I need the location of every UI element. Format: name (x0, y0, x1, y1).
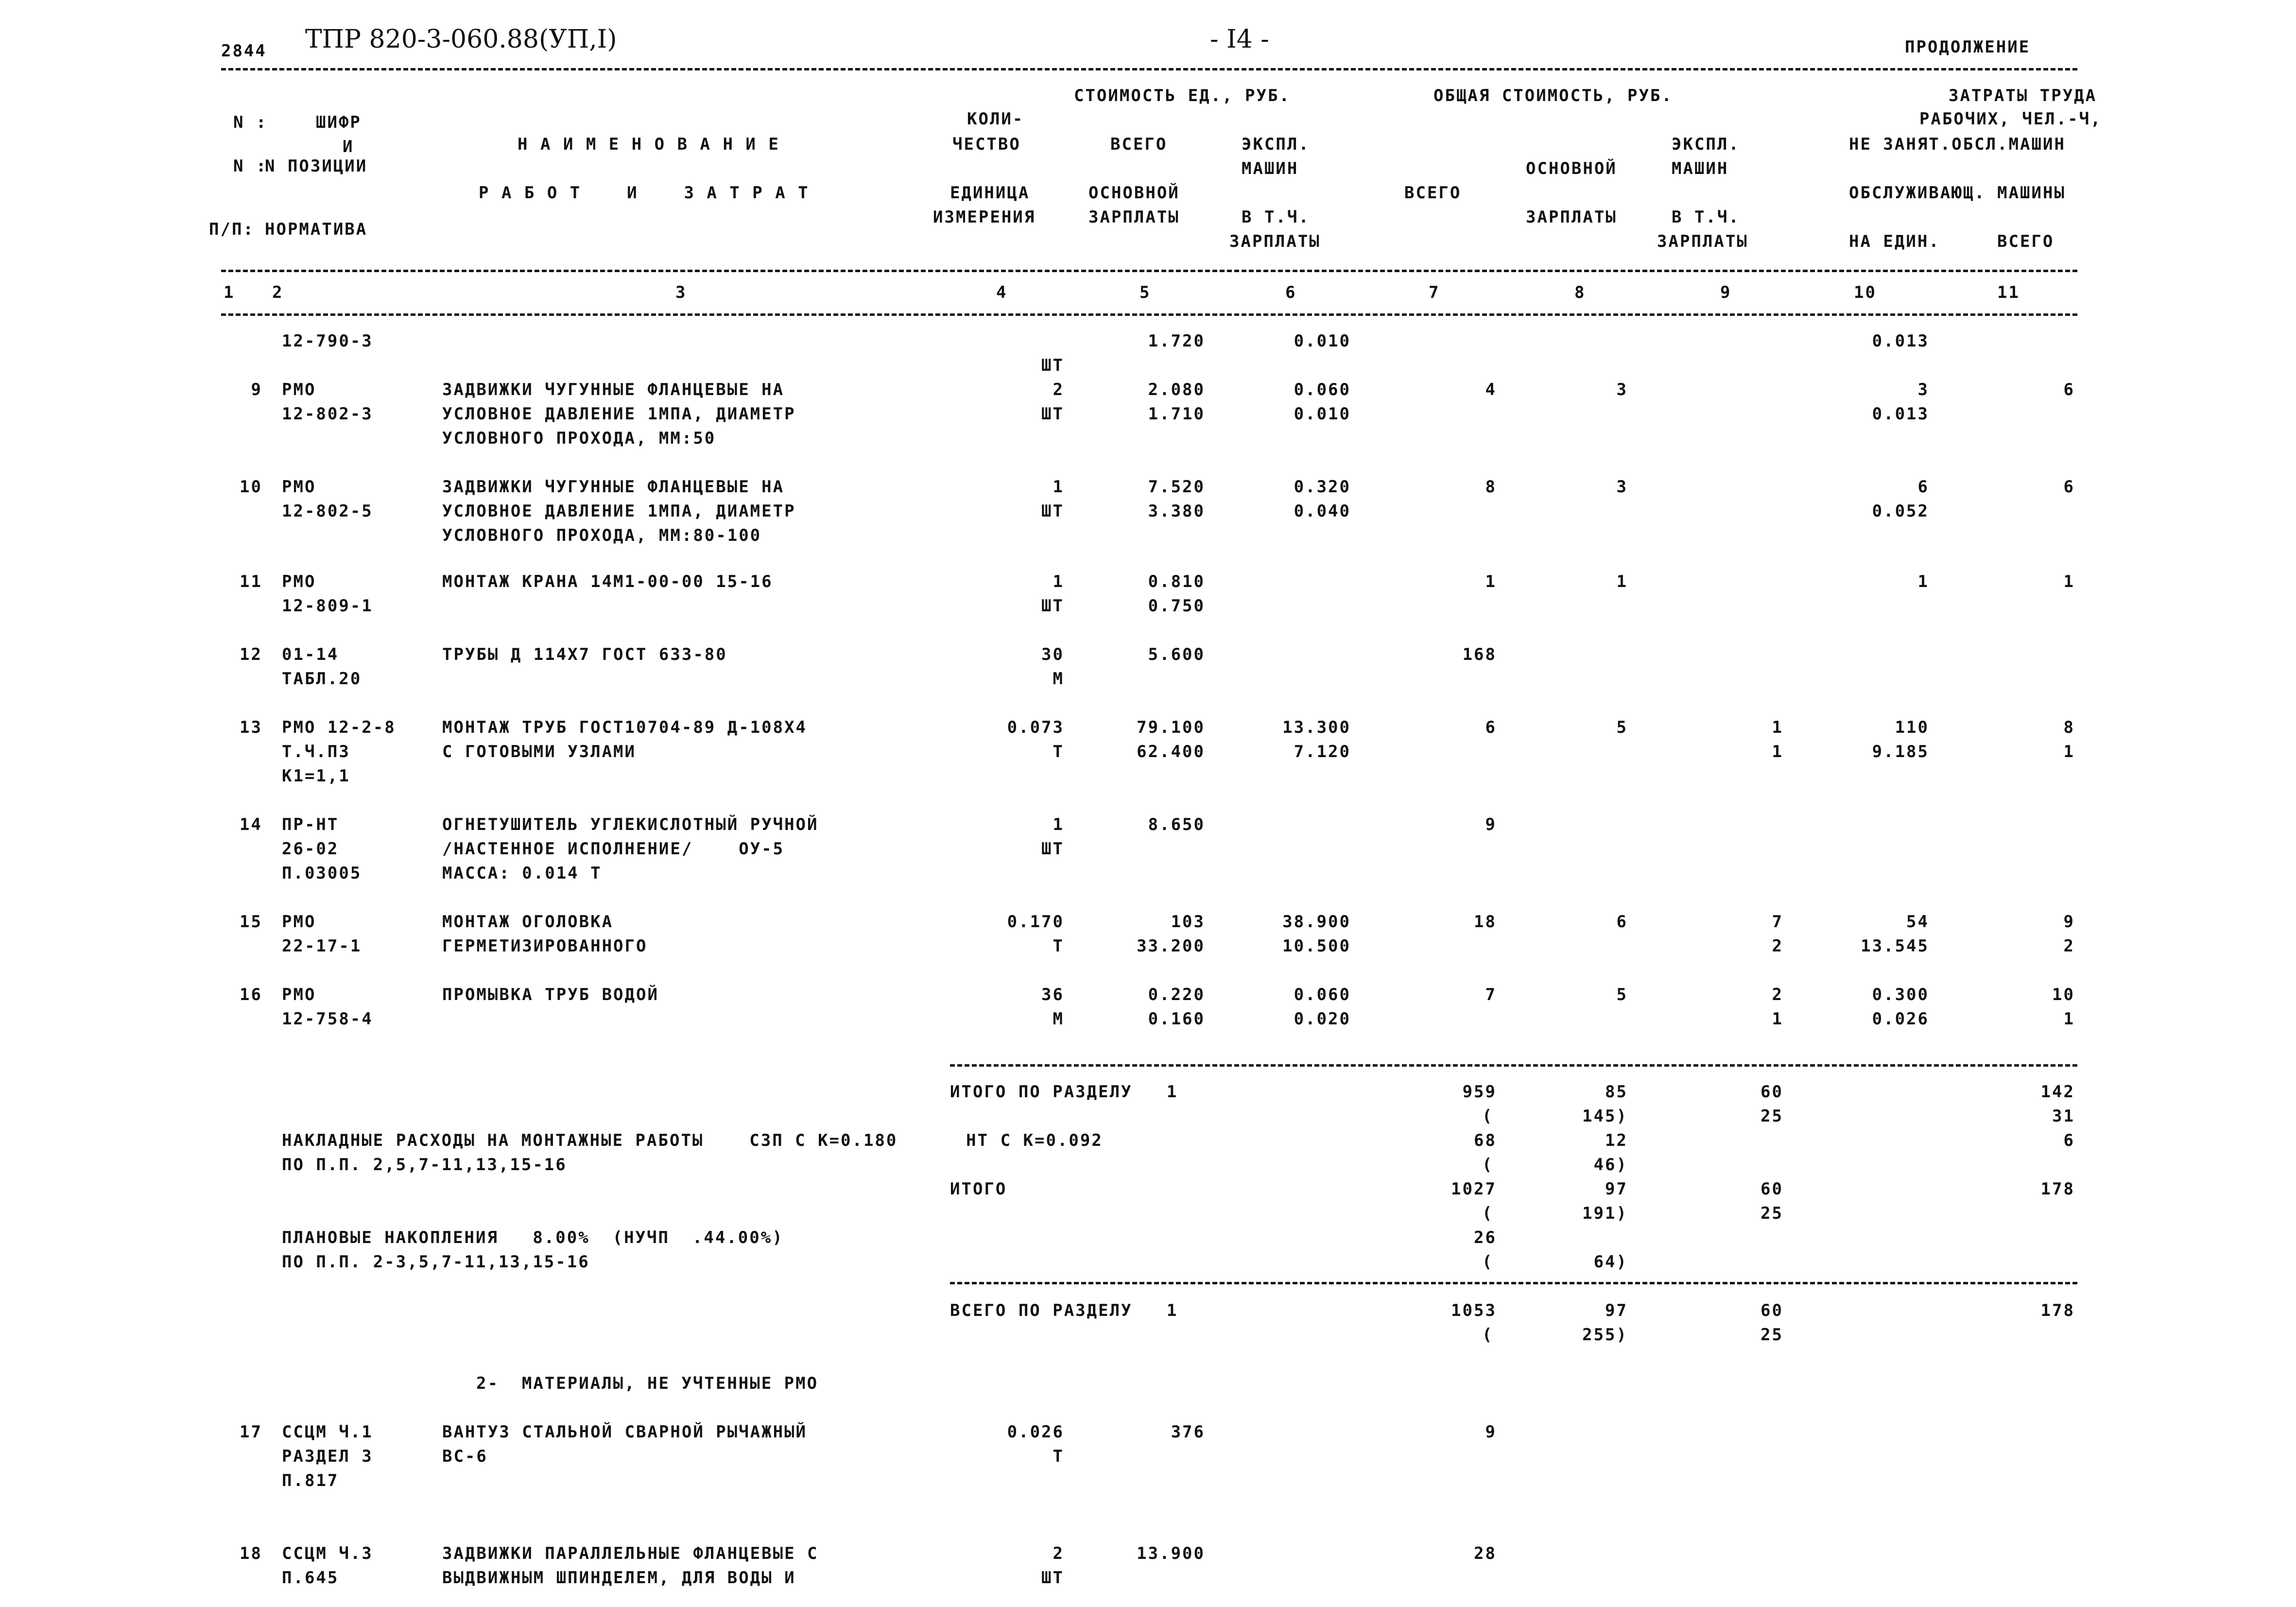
vsego-machines: 60 (1761, 1301, 1783, 1320)
header-basic-total2: ЗАРПЛАТЫ (1526, 207, 1617, 227)
row-unit-cost: 13.900 (1137, 1544, 1205, 1563)
row-unit-cost: 0.810 (1148, 572, 1205, 591)
totals-rule-top (950, 1064, 2077, 1067)
row-code: РМО 12-2-8 (282, 718, 396, 737)
row-name: /НАСТЕННОЕ ИСПОЛНЕНИЕ/ ОУ-5 (442, 839, 785, 859)
row-number: 11 (240, 572, 262, 591)
row-code: 12-802-3 (282, 404, 373, 424)
row-qty: 0.073 (1007, 718, 1064, 737)
row-machine-total: 1 (1772, 742, 1783, 761)
row-labor-unit: 0.013 (1872, 404, 1929, 424)
row-basic-salary: 5 (1616, 985, 1628, 1004)
itogo-machines2: 25 (1761, 1106, 1783, 1126)
itogo2-machines2: 25 (1761, 1204, 1783, 1223)
col-num-3: 3 (675, 283, 687, 302)
itogo-section-label: ИТОГО ПО РАЗДЕЛУ 1 (950, 1082, 1178, 1102)
row-name: С ГОТОВЫМИ УЗЛАМИ (442, 742, 636, 761)
row-machine-total: 2 (1772, 936, 1783, 956)
row-unit-cost: 376 (1171, 1422, 1205, 1442)
header-per-unit: НА ЕДИН. (1849, 232, 1940, 251)
row-number: 10 (240, 477, 262, 497)
continuation-label: ПРОДОЛЖЕНИЕ (1905, 37, 2031, 57)
header-norm: НОРМАТИВА (265, 220, 368, 239)
itogo-labor2: 31 (2052, 1106, 2075, 1126)
page-number: - I4 - (1210, 25, 1269, 54)
vsego-paren: ( (1482, 1325, 1494, 1345)
row-machine-cost: 0.060 (1294, 380, 1351, 399)
itogo-basic2: 145) (1582, 1106, 1628, 1126)
col-num-8: 8 (1574, 283, 1586, 302)
header-unit-cost: СТОИМОСТЬ ЕД., РУБ. (1074, 86, 1291, 105)
overhead-total: 68 (1474, 1131, 1497, 1150)
row-code: П.03005 (282, 864, 362, 883)
row-basic-salary: 1 (1616, 572, 1628, 591)
overhead-labor: 6 (2063, 1131, 2075, 1150)
header-labor: ЗАТРАТЫ ТРУДА (1949, 86, 2097, 105)
header-exploit-total: ЭКСПЛ. (1672, 135, 1740, 154)
header-pp: П/П: (209, 220, 255, 239)
row-qty: ШТ (1041, 501, 1064, 521)
row-name: УСЛОВНОЕ ДАВЛЕНИЕ 1МПА, ДИАМЕТР (442, 404, 796, 424)
header-salary: ЗАРПЛАТЫ (1229, 232, 1321, 251)
col-num-10: 10 (1854, 283, 1877, 302)
row-labor-unit: 110 (1895, 718, 1929, 737)
row-code: ССЦМ Ч.3 (282, 1544, 373, 1563)
row-unit-cost: 3.380 (1148, 501, 1205, 521)
row-qty: 2 (1053, 1544, 1064, 1563)
planned-paren: ( (1482, 1252, 1494, 1272)
row-unit-cost: 2.080 (1148, 380, 1205, 399)
row-code: К1=1,1 (282, 766, 350, 786)
header-cipher: ШИФР (316, 113, 362, 132)
row-unit-cost: 1.710 (1148, 404, 1205, 424)
row-name: ГЕРМЕТИЗИРОВАННОГО (442, 936, 648, 956)
document-code: ТПР 820-3-060.88(УП,I) (305, 25, 617, 54)
header-rule-mid (221, 270, 2077, 272)
row-name: ЗАДВИЖКИ ЧУГУННЫЕ ФЛАНЦЕВЫЕ НА (442, 477, 785, 497)
row-machine-cost: 0.010 (1294, 404, 1351, 424)
row-labor-unit: 0.052 (1872, 501, 1929, 521)
row-qty: ШТ (1041, 596, 1064, 616)
row-qty: 36 (1041, 985, 1064, 1004)
row-labor-total: 10 (2052, 985, 2075, 1004)
row-code: РАЗДЕЛ 3 (282, 1447, 373, 1466)
header-n2: N : (233, 156, 268, 176)
row-total-cost: 7 (1485, 985, 1497, 1004)
itogo-basic: 85 (1605, 1082, 1628, 1102)
header-unit: ЕДИНИЦА (950, 183, 1030, 203)
col-num-11: 11 (1997, 283, 2020, 302)
row-code: 12-809-1 (282, 596, 373, 616)
header-and: И (343, 137, 354, 156)
row-qty: 0.026 (1007, 1422, 1064, 1442)
row-qty: М (1053, 669, 1064, 689)
header-labor4: ОБСЛУЖИВАЮЩ. МАШИНЫ (1849, 183, 2066, 203)
row-total-cost: 18 (1474, 912, 1497, 932)
row-machine-cost: 0.020 (1294, 1009, 1351, 1029)
row-code: 12-790-3 (282, 331, 373, 351)
planned-items: ПО П.П. 2-3,5,7-11,13,15-16 (282, 1252, 590, 1272)
row-labor-total: 1 (2063, 742, 2075, 761)
row-total-cost: 9 (1485, 1422, 1497, 1442)
row-name: ПРОМЫВКА ТРУБ ВОДОЙ (442, 985, 659, 1004)
row-code: 12-802-5 (282, 501, 373, 521)
row-unit-cost: 33.200 (1137, 936, 1205, 956)
row-name: ЗАДВИЖКИ ЧУГУННЫЕ ФЛАНЦЕВЫЕ НА (442, 380, 785, 399)
row-name: ВЫДВИЖНЫМ ШПИНДЕЛЕМ, ДЛЯ ВОДЫ И (442, 1568, 796, 1588)
itogo2-basic2: 191) (1582, 1204, 1628, 1223)
row-number: 14 (240, 815, 262, 834)
itogo2-paren: ( (1482, 1204, 1494, 1223)
itogo-labor: 142 (2040, 1082, 2075, 1102)
row-qty: 1 (1053, 815, 1064, 834)
sheet-code: 2844 (221, 41, 267, 61)
row-code: РМО (282, 572, 316, 591)
row-unit-cost: 103 (1171, 912, 1205, 932)
row-code: РМО (282, 380, 316, 399)
itogo2-labor: 178 (2040, 1179, 2075, 1199)
row-total-cost: 8 (1485, 477, 1497, 497)
row-total-cost: 4 (1485, 380, 1497, 399)
row-labor-total: 1 (2063, 1009, 2075, 1029)
header-labor3: НЕ ЗАНЯТ.ОБСЛ.МАШИН (1849, 135, 2066, 154)
row-code: ССЦМ Ч.1 (282, 1422, 373, 1442)
vsego-basic2: 255) (1582, 1325, 1628, 1345)
row-machine-cost: 38.900 (1282, 912, 1351, 932)
header-incl-total: В Т.Ч. (1672, 207, 1740, 227)
row-machine-cost: 13.300 (1282, 718, 1351, 737)
row-machine-cost: 0.320 (1294, 477, 1351, 497)
row-labor-unit: 6 (1917, 477, 1929, 497)
row-number: 12 (240, 645, 262, 664)
overhead-items: ПО П.П. 2,5,7-11,13,15-16 (282, 1155, 567, 1175)
col-num-2: 2 (272, 283, 284, 302)
header-basic: ОСНОВНОЙ (1088, 183, 1180, 203)
header-basic-total: ОСНОВНОЙ (1526, 159, 1617, 178)
row-name: УСЛОВНОГО ПРОХОДА, ММ:50 (442, 429, 716, 448)
header-machines: МАШИН (1242, 159, 1299, 178)
row-labor-total: 1 (2063, 572, 2075, 591)
overhead-basic: 12 (1605, 1131, 1628, 1150)
row-code: ПР-НТ (282, 815, 339, 834)
row-qty: 1 (1053, 572, 1064, 591)
header-qty2: ЧЕСТВО (952, 135, 1021, 154)
row-total-cost: 28 (1474, 1544, 1497, 1563)
overhead-basic2: 46) (1593, 1155, 1628, 1175)
row-unit-cost: 0.750 (1148, 596, 1205, 616)
row-total-cost: 9 (1485, 815, 1497, 834)
row-name: ВС-6 (442, 1447, 488, 1466)
row-name: МОНТАЖ ОГОЛОВКА (442, 912, 614, 932)
row-qty: 30 (1041, 645, 1064, 664)
row-total-cost: 168 (1462, 645, 1497, 664)
row-qty: ШТ (1041, 1568, 1064, 1588)
row-labor-unit: 13.545 (1861, 936, 1929, 956)
row-unit-cost: 7.520 (1148, 477, 1205, 497)
row-labor-unit: 3 (1917, 380, 1929, 399)
row-basic-salary: 3 (1616, 380, 1628, 399)
row-labor-total: 8 (2063, 718, 2075, 737)
header-name: Н А И М Е Н О В А Н И Е (518, 135, 780, 154)
row-basic-salary: 6 (1616, 912, 1628, 932)
row-name: ЗАДВИЖКИ ПАРАЛЛЕЛЬНЫЕ ФЛАНЦЕВЫЕ С (442, 1544, 819, 1563)
row-qty: Т (1053, 936, 1064, 956)
row-labor-unit: 0.300 (1872, 985, 1929, 1004)
row-machine-cost: 0.040 (1294, 501, 1351, 521)
row-qty: М (1053, 1009, 1064, 1029)
row-name: ОГНЕТУШИТЕЛЬ УГЛЕКИСЛОТНЫЙ РУЧНОЙ (442, 815, 819, 834)
row-machine-total: 1 (1772, 718, 1783, 737)
row-code: РМО (282, 912, 316, 932)
header-total-cost: ОБЩАЯ СТОИМОСТЬ, РУБ. (1433, 86, 1673, 105)
col-num-5: 5 (1139, 283, 1151, 302)
header-incl: В Т.Ч. (1242, 207, 1310, 227)
row-unit-cost: 8.650 (1148, 815, 1205, 834)
row-machine-total: 2 (1772, 985, 1783, 1004)
col-num-6: 6 (1285, 283, 1297, 302)
header-qty: КОЛИ- (967, 109, 1024, 129)
header-position: N ПОЗИЦИИ (265, 156, 368, 176)
col-num-4: 4 (996, 283, 1008, 302)
header-labor-total: ВСЕГО (1997, 232, 2054, 251)
row-labor-total: 6 (2063, 380, 2075, 399)
section2-title: 2- МАТЕРИАЛЫ, НЕ УЧТЕННЫЕ РМО (476, 1374, 819, 1393)
row-code: 01-14 (282, 645, 339, 664)
planned-basic2: 64) (1593, 1252, 1628, 1272)
row-qty: 2 (1053, 380, 1064, 399)
itogo-label: ИТОГО (950, 1179, 1007, 1199)
header-machines-total: МАШИН (1672, 159, 1729, 178)
row-unit-cost: 62.400 (1137, 742, 1205, 761)
row-number: 15 (240, 912, 262, 932)
header-total: ВСЕГО (1110, 135, 1168, 154)
itogo2-machines: 60 (1761, 1179, 1783, 1199)
row-name: МОНТАЖ КРАНА 14М1-00-00 15-16 (442, 572, 773, 591)
row-name: УСЛОВНОЕ ДАВЛЕНИЕ 1МПА, ДИАМЕТР (442, 501, 796, 521)
row-number: 17 (240, 1422, 262, 1442)
row-unit-cost: 0.160 (1148, 1009, 1205, 1029)
row-qty: ШТ (1041, 356, 1064, 375)
itogo-total: 959 (1462, 1082, 1497, 1102)
row-machine-cost: 7.120 (1294, 742, 1351, 761)
row-unit-cost: 79.100 (1137, 718, 1205, 737)
row-labor-total: 9 (2063, 912, 2075, 932)
row-labor-unit: 54 (1906, 912, 1929, 932)
row-labor-unit: 0.026 (1872, 1009, 1929, 1029)
header-salary-total: ЗАРПЛАТЫ (1657, 232, 1748, 251)
row-machine-cost: 0.010 (1294, 331, 1351, 351)
vsego-basic: 97 (1605, 1301, 1628, 1320)
vsego-labor: 178 (2040, 1301, 2075, 1320)
row-code: Т.Ч.П3 (282, 742, 350, 761)
header-labor2: РАБОЧИХ, ЧЕЛ.-Ч, (1919, 109, 2102, 129)
row-number: 9 (251, 380, 262, 399)
row-total-cost: 1 (1485, 572, 1497, 591)
row-code: П.645 (282, 1568, 339, 1588)
vsego-machines2: 25 (1761, 1325, 1783, 1345)
overhead-paren: ( (1482, 1155, 1494, 1175)
row-code: РМО (282, 477, 316, 497)
row-unit-cost: 0.220 (1148, 985, 1205, 1004)
row-basic-salary: 3 (1616, 477, 1628, 497)
row-basic-salary: 5 (1616, 718, 1628, 737)
header-unit2: ИЗМЕРЕНИЯ (933, 207, 1036, 227)
row-labor-total: 6 (2063, 477, 2075, 497)
planned-total: 26 (1474, 1228, 1497, 1247)
row-qty: 1 (1053, 477, 1064, 497)
header-total2: ВСЕГО (1404, 183, 1462, 203)
row-code: П.817 (282, 1471, 339, 1490)
row-total-cost: 6 (1485, 718, 1497, 737)
header-n: N : (233, 113, 268, 132)
planned-label: ПЛАНОВЫЕ НАКОПЛЕНИЯ 8.00% (НУЧП .44.00%) (282, 1228, 784, 1247)
row-qty: Т (1053, 742, 1064, 761)
row-unit-cost: 1.720 (1148, 331, 1205, 351)
row-labor-total: 2 (2063, 936, 2075, 956)
row-machine-total: 1 (1772, 1009, 1783, 1029)
row-qty: 0.170 (1007, 912, 1064, 932)
itogo-paren: ( (1482, 1106, 1494, 1126)
row-qty: ШТ (1041, 404, 1064, 424)
row-name: ТРУБЫ Д 114Х7 ГОСТ 633-80 (442, 645, 727, 664)
totals-rule-bottom (950, 1282, 2077, 1284)
row-machine-total: 7 (1772, 912, 1783, 932)
header-works: Р А Б О Т И З А Т Р А Т (479, 183, 810, 203)
itogo-machines: 60 (1761, 1082, 1783, 1102)
row-unit-cost: 5.600 (1148, 645, 1205, 664)
header-exploit: ЭКСПЛ. (1242, 135, 1310, 154)
itogo2-total: 1027 (1451, 1179, 1497, 1199)
row-code: РМО (282, 985, 316, 1004)
row-number: 18 (240, 1544, 262, 1563)
col-num-1: 1 (224, 283, 235, 302)
header-rule-bottom (221, 313, 2077, 316)
row-code: 26-02 (282, 839, 339, 859)
row-name: УСЛОВНОГО ПРОХОДА, ММ:80-100 (442, 526, 762, 545)
row-machine-cost: 10.500 (1282, 936, 1351, 956)
row-qty: Т (1053, 1447, 1064, 1466)
row-labor-unit: 1 (1917, 572, 1929, 591)
col-num-9: 9 (1720, 283, 1732, 302)
row-number: 16 (240, 985, 262, 1004)
row-name: МАССА: 0.014 Т (442, 864, 602, 883)
header-rule-top (221, 68, 2077, 70)
vsego-label: ВСЕГО ПО РАЗДЕЛУ 1 (950, 1301, 1178, 1320)
overhead-label: НАКЛАДНЫЕ РАСХОДЫ НА МОНТАЖНЫЕ РАБОТЫ СЗП С К=0.180 НТ С К=0.092 (282, 1131, 1103, 1150)
row-name: МОНТАЖ ТРУБ ГОСТ10704-89 Д-108Х4 (442, 718, 808, 737)
row-code: 12-758-4 (282, 1009, 373, 1029)
row-name: ВАНТУЗ СТАЛЬНОЙ СВАРНОЙ РЫЧАЖНЫЙ (442, 1422, 808, 1442)
row-labor-unit: 0.013 (1872, 331, 1929, 351)
row-qty: ШТ (1041, 839, 1064, 859)
row-number: 13 (240, 718, 262, 737)
row-machine-cost: 0.060 (1294, 985, 1351, 1004)
col-num-7: 7 (1429, 283, 1440, 302)
row-labor-unit: 9.185 (1872, 742, 1929, 761)
header-basic2: ЗАРПЛАТЫ (1088, 207, 1180, 227)
itogo2-basic: 97 (1605, 1179, 1628, 1199)
row-code: 22-17-1 (282, 936, 362, 956)
vsego-total: 1053 (1451, 1301, 1497, 1320)
row-code: ТАБЛ.20 (282, 669, 362, 689)
